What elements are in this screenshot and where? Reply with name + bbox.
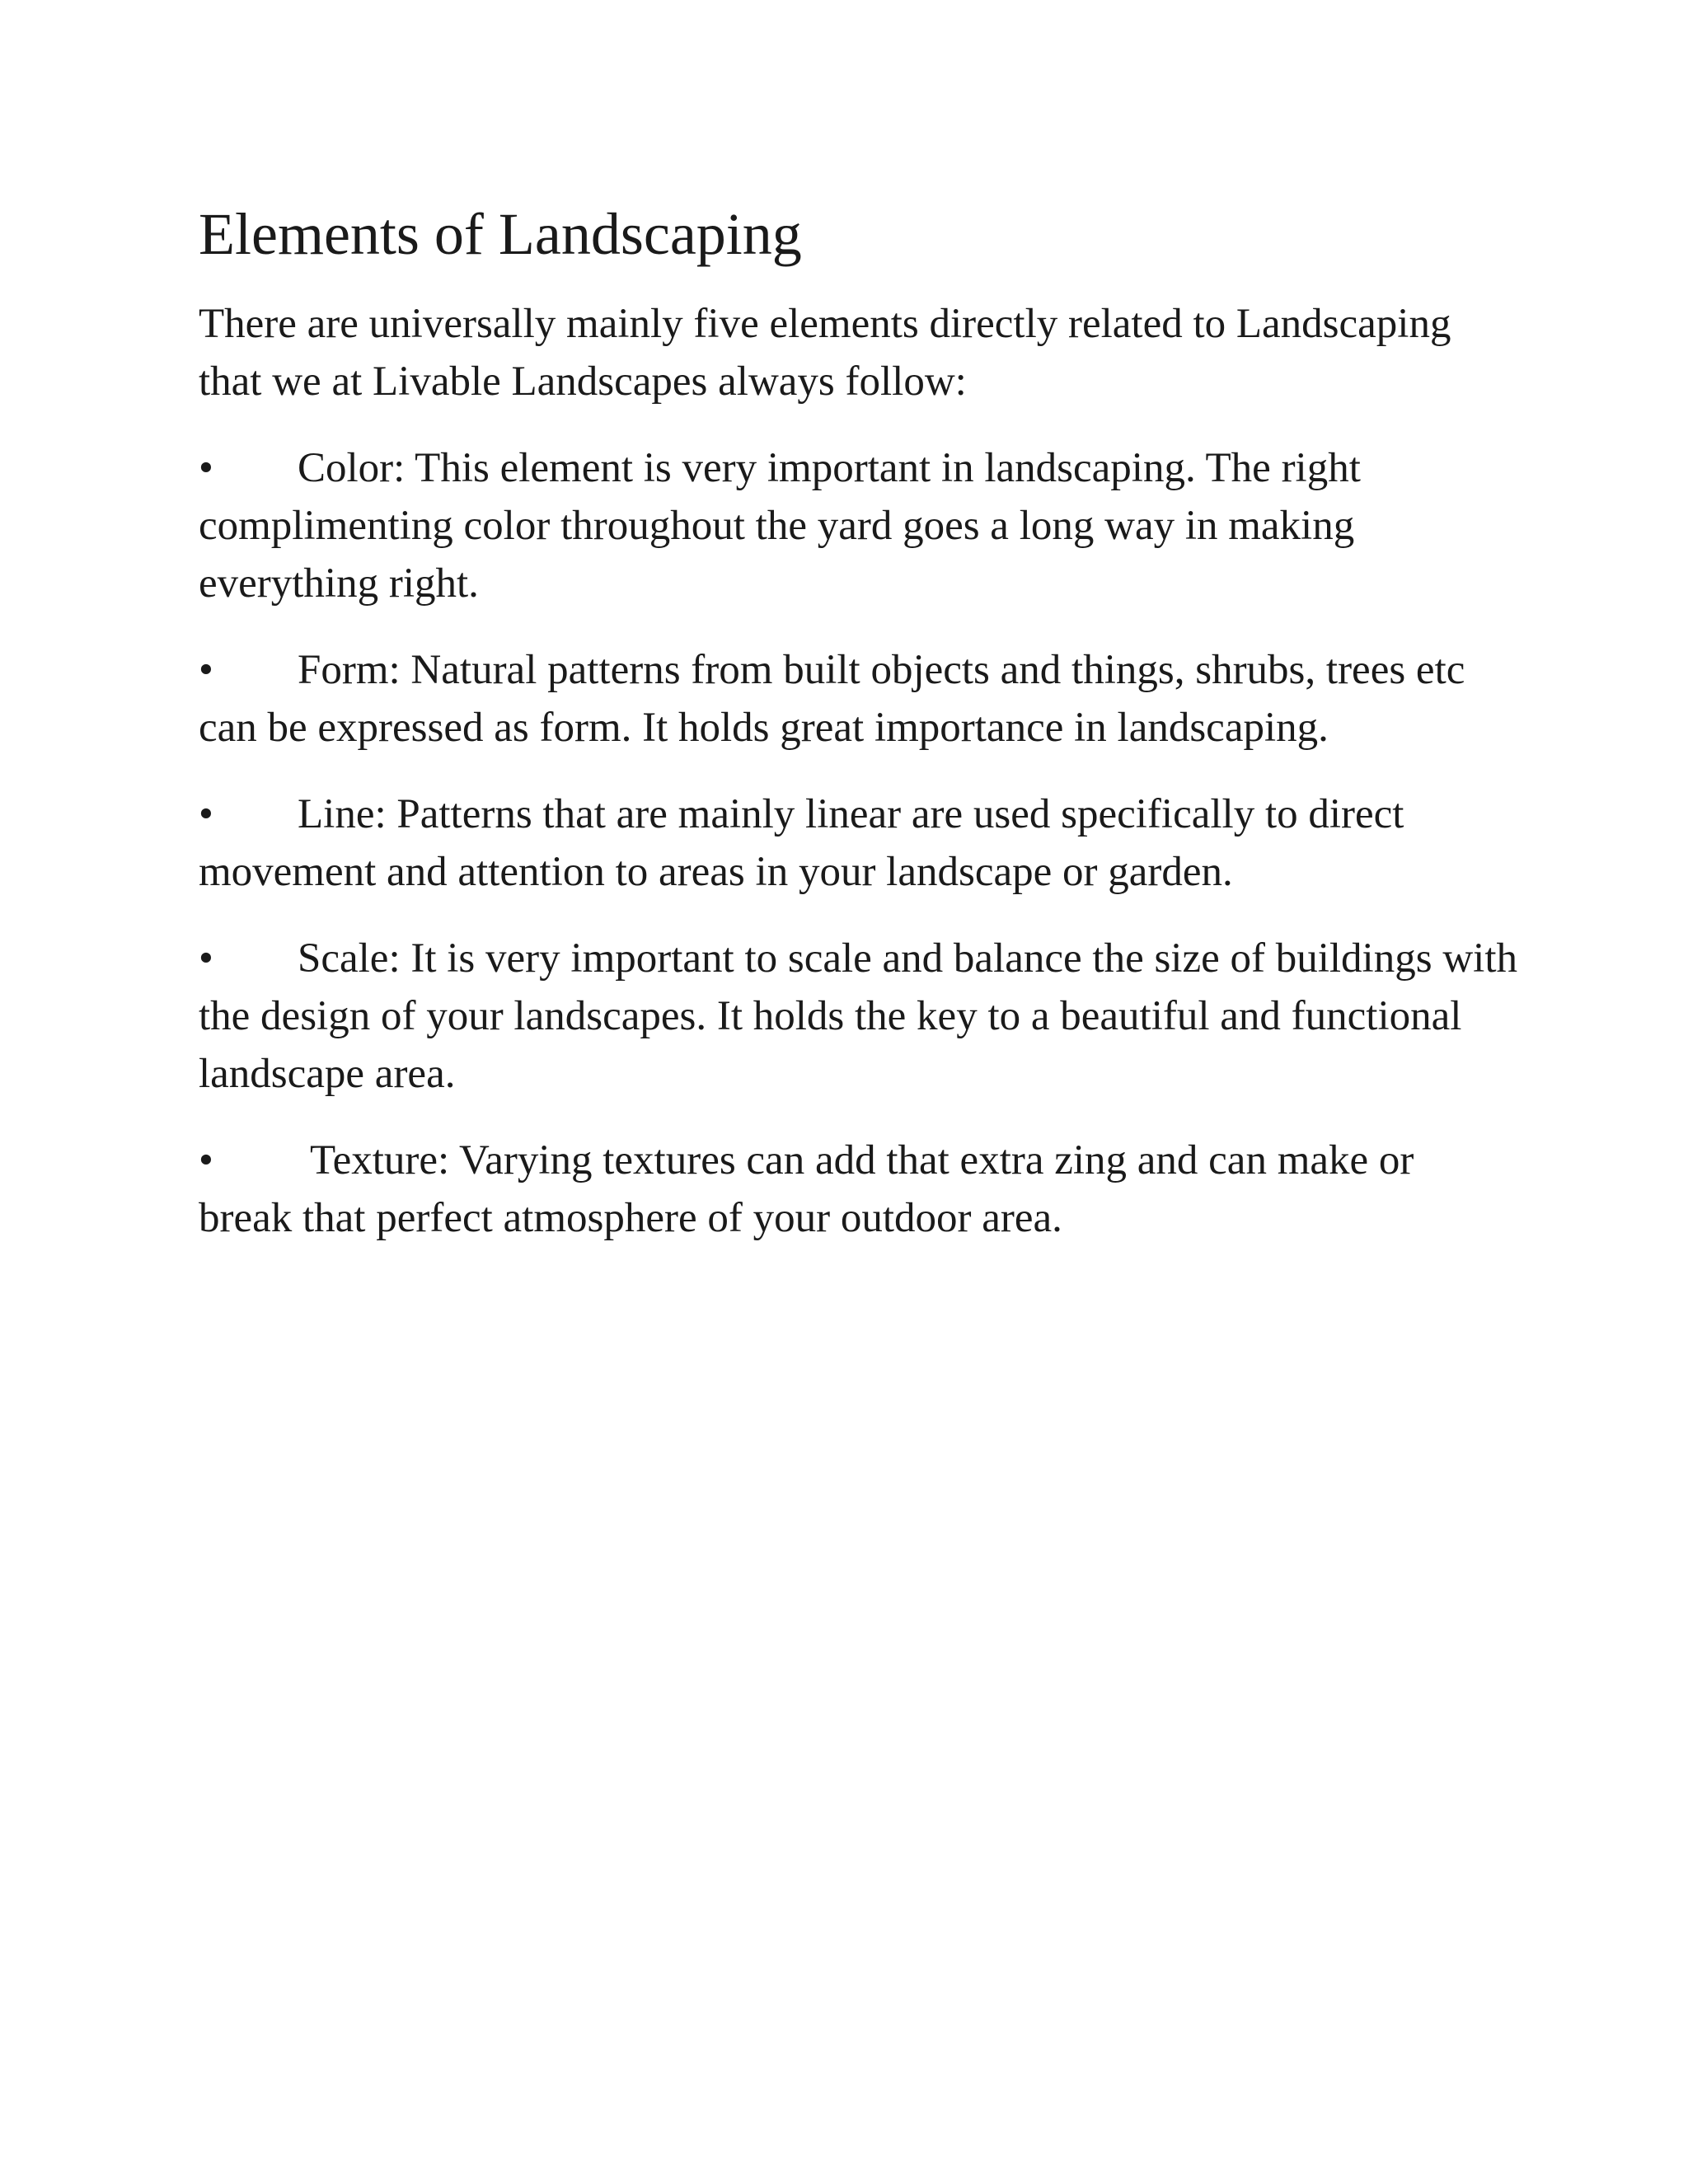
list-item-text: Texture: Varying textures can add that extra zing and can make or break that perfect atmosphere of your outdoor area. bbox=[199, 1137, 1414, 1241]
bullet-icon: • bbox=[199, 647, 213, 693]
bullet-icon: • bbox=[199, 935, 213, 982]
list-item bbox=[199, 1132, 1517, 1247]
list-item-text: Form: Natural patterns from built objects and things, shrubs, trees etc can be expressed as form. It holds great importance in landscaping. bbox=[199, 647, 1465, 751]
document-title: Elements of Landscaping bbox=[199, 201, 802, 267]
document-page bbox=[199, 196, 1517, 1276]
list-item-text: Color: This element is very important in landscaping. The right complimenting color throughout the yard goes a long way in making everything right. bbox=[199, 445, 1361, 607]
bullet-icon: • bbox=[199, 445, 213, 491]
intro-paragraph: There are universally mainly five elements directly related to Landscaping that we at Livable Landscapes always follow: bbox=[199, 301, 1451, 405]
list-item bbox=[199, 439, 1517, 612]
list-item-text: Line: Patterns that are mainly linear are used specifically to direct movement and attention to areas in your landscape or garden. bbox=[199, 791, 1404, 895]
list-item bbox=[199, 930, 1517, 1103]
bullet-icon: • bbox=[199, 791, 213, 837]
list-item-text: Scale: It is very important to scale and balance the size of buildings with the design of your landscapes. It holds the key to a beautiful and functional landscape area. bbox=[199, 935, 1517, 1097]
bullet-icon: • bbox=[199, 1137, 213, 1183]
list-item bbox=[199, 641, 1517, 757]
list-item bbox=[199, 785, 1517, 901]
